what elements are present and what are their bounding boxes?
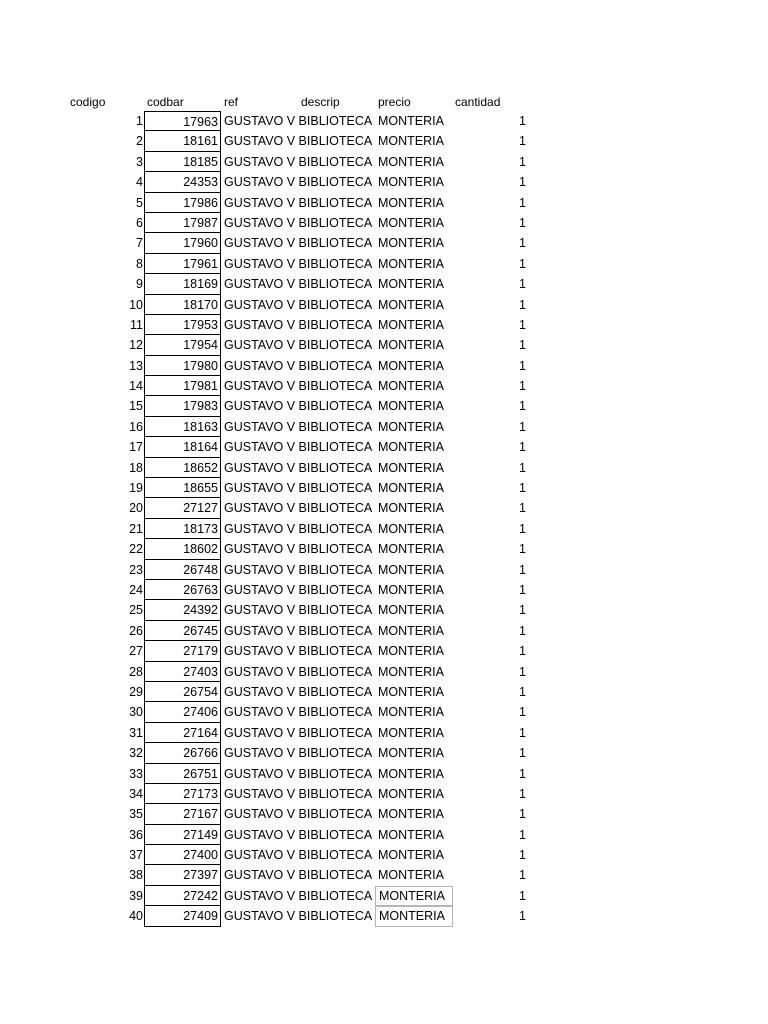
table-row [0,396,768,416]
table-row [0,152,768,172]
cell-codigo[interactable]: 1 [136,114,143,128]
cell-cantidad[interactable]: 1 [519,888,526,903]
cell-codigo[interactable]: 34 [129,786,143,801]
cell-cantidad[interactable]: 1 [519,175,526,190]
cell-precio[interactable]: MONTERIA [375,886,453,906]
cell-ref[interactable]: GUSTAVO V BIBLIOTECA [224,664,373,679]
cell-codbar[interactable]: 18169 [144,274,221,294]
cell-codigo[interactable]: 39 [129,888,143,903]
cell-codigo[interactable]: 24 [129,582,143,597]
cell-ref[interactable]: GUSTAVO V BIBLIOTECA [224,399,373,414]
cell-cantidad[interactable]: 1 [519,807,526,822]
cell-ref[interactable]: GUSTAVO V BIBLIOTECA [224,644,373,659]
cell-precio[interactable]: MONTERIA [378,256,444,271]
cell-precio[interactable]: MONTERIA [378,705,444,720]
header-cantidad[interactable]: cantidad [455,95,501,109]
cell-precio[interactable]: MONTERIA [378,603,444,618]
cell-codbar[interactable]: 26766 [144,743,221,763]
cell-ref[interactable]: GUSTAVO V BIBLIOTECA [224,725,373,740]
cell-codigo[interactable]: 33 [129,766,143,781]
cell-precio[interactable]: MONTERIA [378,562,444,577]
cell-codbar[interactable]: 17953 [144,315,221,335]
table-row [0,172,768,192]
cell-precio[interactable]: MONTERIA [378,358,444,373]
header-descrip[interactable]: descrip [301,95,340,109]
cell-precio[interactable]: MONTERIA [378,807,444,822]
cell-precio[interactable]: MONTERIA [378,277,444,292]
table-row [0,723,768,743]
table-row [0,621,768,641]
table-row [0,845,768,865]
cell-codigo[interactable]: 30 [129,705,143,720]
cell-codbar[interactable]: 24353 [144,172,221,192]
table-row [0,254,768,274]
cell-codbar[interactable]: 18161 [144,131,221,151]
table-row [0,682,768,702]
table-row [0,743,768,763]
cell-cantidad[interactable]: 1 [519,746,526,761]
cell-codbar[interactable]: 27409 [144,906,221,926]
cell-codigo[interactable]: 19 [129,481,143,496]
table-row [0,356,768,376]
table-row [0,478,768,498]
cell-codbar[interactable]: 18163 [144,417,221,437]
cell-codigo[interactable]: 35 [129,807,143,822]
cell-precio[interactable]: MONTERIA [378,399,444,414]
cell-ref[interactable]: GUSTAVO V BIBLIOTECA [224,114,373,128]
header-precio[interactable]: precio [378,95,411,109]
cell-precio[interactable]: MONTERIA [378,134,444,149]
header-codigo[interactable]: codigo [70,95,106,109]
cell-codigo[interactable]: 6 [136,215,143,230]
cell-codigo[interactable]: 7 [136,236,143,251]
cell-ref[interactable]: GUSTAVO V BIBLIOTECA [224,684,373,699]
cell-cantidad[interactable]: 1 [519,786,526,801]
cell-codigo[interactable]: 10 [129,297,143,312]
cell-codigo[interactable]: 25 [129,603,143,618]
cell-cantidad[interactable]: 1 [519,134,526,149]
cell-codbar[interactable]: 18164 [144,437,221,457]
cell-precio[interactable]: MONTERIA [378,868,444,883]
header-ref[interactable]: ref [224,95,239,109]
cell-codigo[interactable]: 32 [129,746,143,761]
cell-precio[interactable]: MONTERIA [378,521,444,536]
table-row [0,641,768,661]
cell-cantidad[interactable]: 1 [519,236,526,251]
cell-ref[interactable]: GUSTAVO V BIBLIOTECA [224,807,373,822]
cell-precio[interactable]: MONTERIA [378,542,444,557]
cell-codigo[interactable]: 5 [136,195,143,210]
table-row [0,437,768,457]
cell-codigo[interactable]: 20 [129,501,143,516]
cell-codbar[interactable]: 26751 [144,764,221,784]
cell-cantidad[interactable]: 1 [519,317,526,332]
cell-codigo[interactable]: 12 [129,338,143,353]
cell-ref[interactable]: GUSTAVO V BIBLIOTECA [224,542,373,557]
cell-precio[interactable]: MONTERIA [378,236,444,251]
cell-codbar[interactable]: 17960 [144,233,221,253]
cell-ref[interactable]: GUSTAVO V BIBLIOTECA [224,888,373,903]
cell-codbar[interactable]: 27400 [144,845,221,865]
cell-codbar[interactable]: 18652 [144,458,221,478]
cell-cantidad[interactable]: 1 [519,419,526,434]
cell-precio[interactable]: MONTERIA [378,684,444,699]
cell-ref[interactable]: GUSTAVO V BIBLIOTECA [224,603,373,618]
cell-codbar[interactable]: 17987 [144,213,221,233]
cell-precio[interactable]: MONTERIA [378,644,444,659]
cell-precio[interactable]: MONTERIA [378,440,444,455]
cell-codbar[interactable]: 18655 [144,478,221,498]
cell-ref[interactable]: GUSTAVO V BIBLIOTECA [224,909,373,924]
cell-codigo[interactable]: 38 [129,868,143,883]
cell-cantidad[interactable]: 1 [519,562,526,577]
cell-ref[interactable]: GUSTAVO V BIBLIOTECA [224,134,373,149]
cell-codbar[interactable]: 17961 [144,254,221,274]
cell-ref[interactable]: GUSTAVO V BIBLIOTECA [224,277,373,292]
cell-codbar[interactable]: 18173 [144,519,221,539]
cell-cantidad[interactable]: 1 [519,114,526,128]
cell-cantidad[interactable]: 1 [519,827,526,842]
table-row [0,274,768,294]
cell-precio[interactable]: MONTERIA [378,379,444,394]
cell-ref[interactable]: GUSTAVO V BIBLIOTECA [224,358,373,373]
cell-codbar[interactable]: 27127 [144,498,221,518]
table-row [0,784,768,804]
cell-ref[interactable]: GUSTAVO V BIBLIOTECA [224,317,373,332]
cell-codbar[interactable]: 17986 [144,193,221,213]
cell-ref[interactable]: GUSTAVO V BIBLIOTECA [224,481,373,496]
table-row [0,315,768,335]
cell-precio[interactable]: MONTERIA [378,848,444,863]
cell-cantidad[interactable]: 1 [519,521,526,536]
cell-codbar[interactable]: 27242 [144,886,221,906]
cell-codigo[interactable]: 28 [129,664,143,679]
cell-ref[interactable]: GUSTAVO V BIBLIOTECA [224,868,373,883]
cell-codbar[interactable]: 17981 [144,376,221,396]
cell-precio[interactable]: MONTERIA [378,786,444,801]
cell-cantidad[interactable]: 1 [519,664,526,679]
cell-codigo[interactable]: 8 [136,256,143,271]
cell-precio[interactable]: MONTERIA [378,623,444,638]
table-row [0,519,768,539]
cell-precio[interactable]: MONTERIA [378,746,444,761]
cell-cantidad[interactable]: 1 [519,399,526,414]
cell-ref[interactable]: GUSTAVO V BIBLIOTECA [224,848,373,863]
cell-cantidad[interactable]: 1 [519,725,526,740]
table-row [0,865,768,885]
cell-cantidad[interactable]: 1 [519,909,526,924]
cell-precio[interactable]: MONTERIA [378,215,444,230]
cell-codigo[interactable]: 37 [129,848,143,863]
cell-ref[interactable]: GUSTAVO V BIBLIOTECA [224,786,373,801]
cell-precio[interactable]: MONTERIA [378,317,444,332]
cell-precio[interactable]: MONTERIA [378,827,444,842]
cell-precio[interactable]: MONTERIA [378,481,444,496]
cell-cantidad[interactable]: 1 [519,256,526,271]
cell-ref[interactable]: GUSTAVO V BIBLIOTECA [224,297,373,312]
cell-codbar[interactable]: 27179 [144,641,221,661]
cell-codbar[interactable]: 17980 [144,356,221,376]
cell-codigo[interactable]: 16 [129,419,143,434]
cell-precio[interactable]: MONTERIA [378,582,444,597]
cell-ref[interactable]: GUSTAVO V BIBLIOTECA [224,766,373,781]
cell-cantidad[interactable]: 1 [519,501,526,516]
cell-ref[interactable]: GUSTAVO V BIBLIOTECA [224,419,373,434]
cell-cantidad[interactable]: 1 [519,582,526,597]
cell-cantidad[interactable]: 1 [519,440,526,455]
cell-cantidad[interactable]: 1 [519,623,526,638]
table-row [0,662,768,682]
cell-codigo[interactable]: 40 [129,909,143,924]
cell-precio[interactable]: MONTERIA [378,195,444,210]
cell-codigo[interactable]: 14 [129,379,143,394]
table-row [0,560,768,580]
cell-precio[interactable]: MONTERIA [378,664,444,679]
cell-ref[interactable]: GUSTAVO V BIBLIOTECA [224,746,373,761]
cell-cantidad[interactable]: 1 [519,481,526,496]
cell-ref[interactable]: GUSTAVO V BIBLIOTECA [224,623,373,638]
cell-codigo[interactable]: 13 [129,358,143,373]
cell-ref[interactable]: GUSTAVO V BIBLIOTECA [224,582,373,597]
cell-codigo[interactable]: 21 [129,521,143,536]
table-row [0,295,768,315]
cell-ref[interactable]: GUSTAVO V BIBLIOTECA [224,705,373,720]
table-row [0,111,768,131]
cell-precio[interactable]: MONTERIA [378,154,444,169]
header-codbar[interactable]: codbar [147,95,184,109]
header-row [0,93,768,111]
cell-codigo[interactable]: 26 [129,623,143,638]
table-row [0,764,768,784]
table-row [0,886,768,906]
cell-ref[interactable]: GUSTAVO V BIBLIOTECA [224,175,373,190]
cell-precio[interactable]: MONTERIA [378,114,444,128]
table-row [0,539,768,559]
cell-codigo[interactable]: 15 [129,399,143,414]
cell-codbar[interactable]: 26754 [144,682,221,702]
table-row [0,417,768,437]
cell-ref[interactable]: GUSTAVO V BIBLIOTECA [224,440,373,455]
table-row [0,825,768,845]
table-row [0,498,768,518]
cell-codbar[interactable]: 27406 [144,702,221,722]
cell-cantidad[interactable]: 1 [519,297,526,312]
cell-codigo[interactable]: 4 [136,175,143,190]
cell-codigo[interactable]: 36 [129,827,143,842]
cell-cantidad[interactable]: 1 [519,603,526,618]
cell-cantidad[interactable]: 1 [519,644,526,659]
table-row [0,131,768,151]
cell-cantidad[interactable]: 1 [519,868,526,883]
cell-cantidad[interactable]: 1 [519,277,526,292]
cell-ref[interactable]: GUSTAVO V BIBLIOTECA [224,236,373,251]
table-row [0,600,768,620]
cell-codbar[interactable]: 18602 [144,539,221,559]
cell-codbar[interactable]: 18185 [144,152,221,172]
table-row [0,213,768,233]
cell-cantidad[interactable]: 1 [519,542,526,557]
cell-ref[interactable]: GUSTAVO V BIBLIOTECA [224,379,373,394]
cell-codbar[interactable]: 18170 [144,295,221,315]
cell-codigo[interactable]: 11 [130,317,143,332]
cell-cantidad[interactable]: 1 [519,215,526,230]
table-row [0,906,768,926]
cell-precio[interactable]: MONTERIA [378,175,444,190]
cell-cantidad[interactable]: 1 [519,848,526,863]
cell-precio[interactable]: MONTERIA [378,297,444,312]
cell-codbar[interactable]: 17954 [144,335,221,355]
cell-codbar[interactable]: 24392 [144,600,221,620]
cell-cantidad[interactable]: 1 [519,705,526,720]
cell-precio[interactable]: MONTERIA [375,906,453,926]
cell-cantidad[interactable]: 1 [519,358,526,373]
cell-codbar[interactable]: 27403 [144,662,221,682]
cell-codbar[interactable]: 26748 [144,560,221,580]
cell-precio[interactable]: MONTERIA [378,419,444,434]
cell-codbar[interactable]: 17983 [144,396,221,416]
cell-codigo[interactable]: 2 [136,134,143,149]
cell-ref[interactable]: GUSTAVO V BIBLIOTECA [224,562,373,577]
cell-codbar[interactable]: 26745 [144,621,221,641]
cell-cantidad[interactable]: 1 [519,766,526,781]
cell-ref[interactable]: GUSTAVO V BIBLIOTECA [224,827,373,842]
table-body [0,111,768,927]
table-row [0,804,768,824]
cell-codbar[interactable]: 27173 [144,784,221,804]
cell-codigo[interactable]: 31 [129,725,143,740]
cell-codigo[interactable]: 29 [129,684,143,699]
cell-ref[interactable]: GUSTAVO V BIBLIOTECA [224,460,373,475]
table-row [0,335,768,355]
cell-codbar[interactable]: 27149 [144,825,221,845]
cell-precio[interactable]: MONTERIA [378,766,444,781]
table-row [0,193,768,213]
cell-ref[interactable]: GUSTAVO V BIBLIOTECA [224,521,373,536]
table-row [0,580,768,600]
cell-cantidad[interactable]: 1 [519,379,526,394]
cell-precio[interactable]: MONTERIA [378,338,444,353]
cell-codigo[interactable]: 27 [129,644,143,659]
cell-ref[interactable]: GUSTAVO V BIBLIOTECA [224,501,373,516]
cell-codbar[interactable]: 27167 [144,804,221,824]
cell-ref[interactable]: GUSTAVO V BIBLIOTECA [224,154,373,169]
cell-cantidad[interactable]: 1 [519,154,526,169]
cell-ref[interactable]: GUSTAVO V BIBLIOTECA [224,215,373,230]
cell-cantidad[interactable]: 1 [519,195,526,210]
cell-codigo[interactable]: 17 [129,440,143,455]
cell-cantidad[interactable]: 1 [519,684,526,699]
cell-codigo[interactable]: 9 [136,277,143,292]
cell-precio[interactable]: MONTERIA [378,460,444,475]
cell-ref[interactable]: GUSTAVO V BIBLIOTECA [224,338,373,353]
cell-precio[interactable]: MONTERIA [378,501,444,516]
cell-codbar[interactable]: 27164 [144,723,221,743]
cell-codbar[interactable]: 17963 [144,111,221,131]
cell-precio[interactable]: MONTERIA [378,725,444,740]
table-row [0,702,768,722]
cell-codigo[interactable]: 18 [129,460,143,475]
cell-codigo[interactable]: 22 [129,542,143,557]
cell-codigo[interactable]: 3 [136,154,143,169]
table-row [0,458,768,478]
cell-cantidad[interactable]: 1 [519,460,526,475]
cell-codbar[interactable]: 27397 [144,865,221,885]
table-row [0,233,768,253]
table-row [0,376,768,396]
cell-cantidad[interactable]: 1 [519,338,526,353]
cell-codigo[interactable]: 23 [129,562,143,577]
cell-codbar[interactable]: 26763 [144,580,221,600]
cell-ref[interactable]: GUSTAVO V BIBLIOTECA [224,195,373,210]
cell-ref[interactable]: GUSTAVO V BIBLIOTECA [224,256,373,271]
